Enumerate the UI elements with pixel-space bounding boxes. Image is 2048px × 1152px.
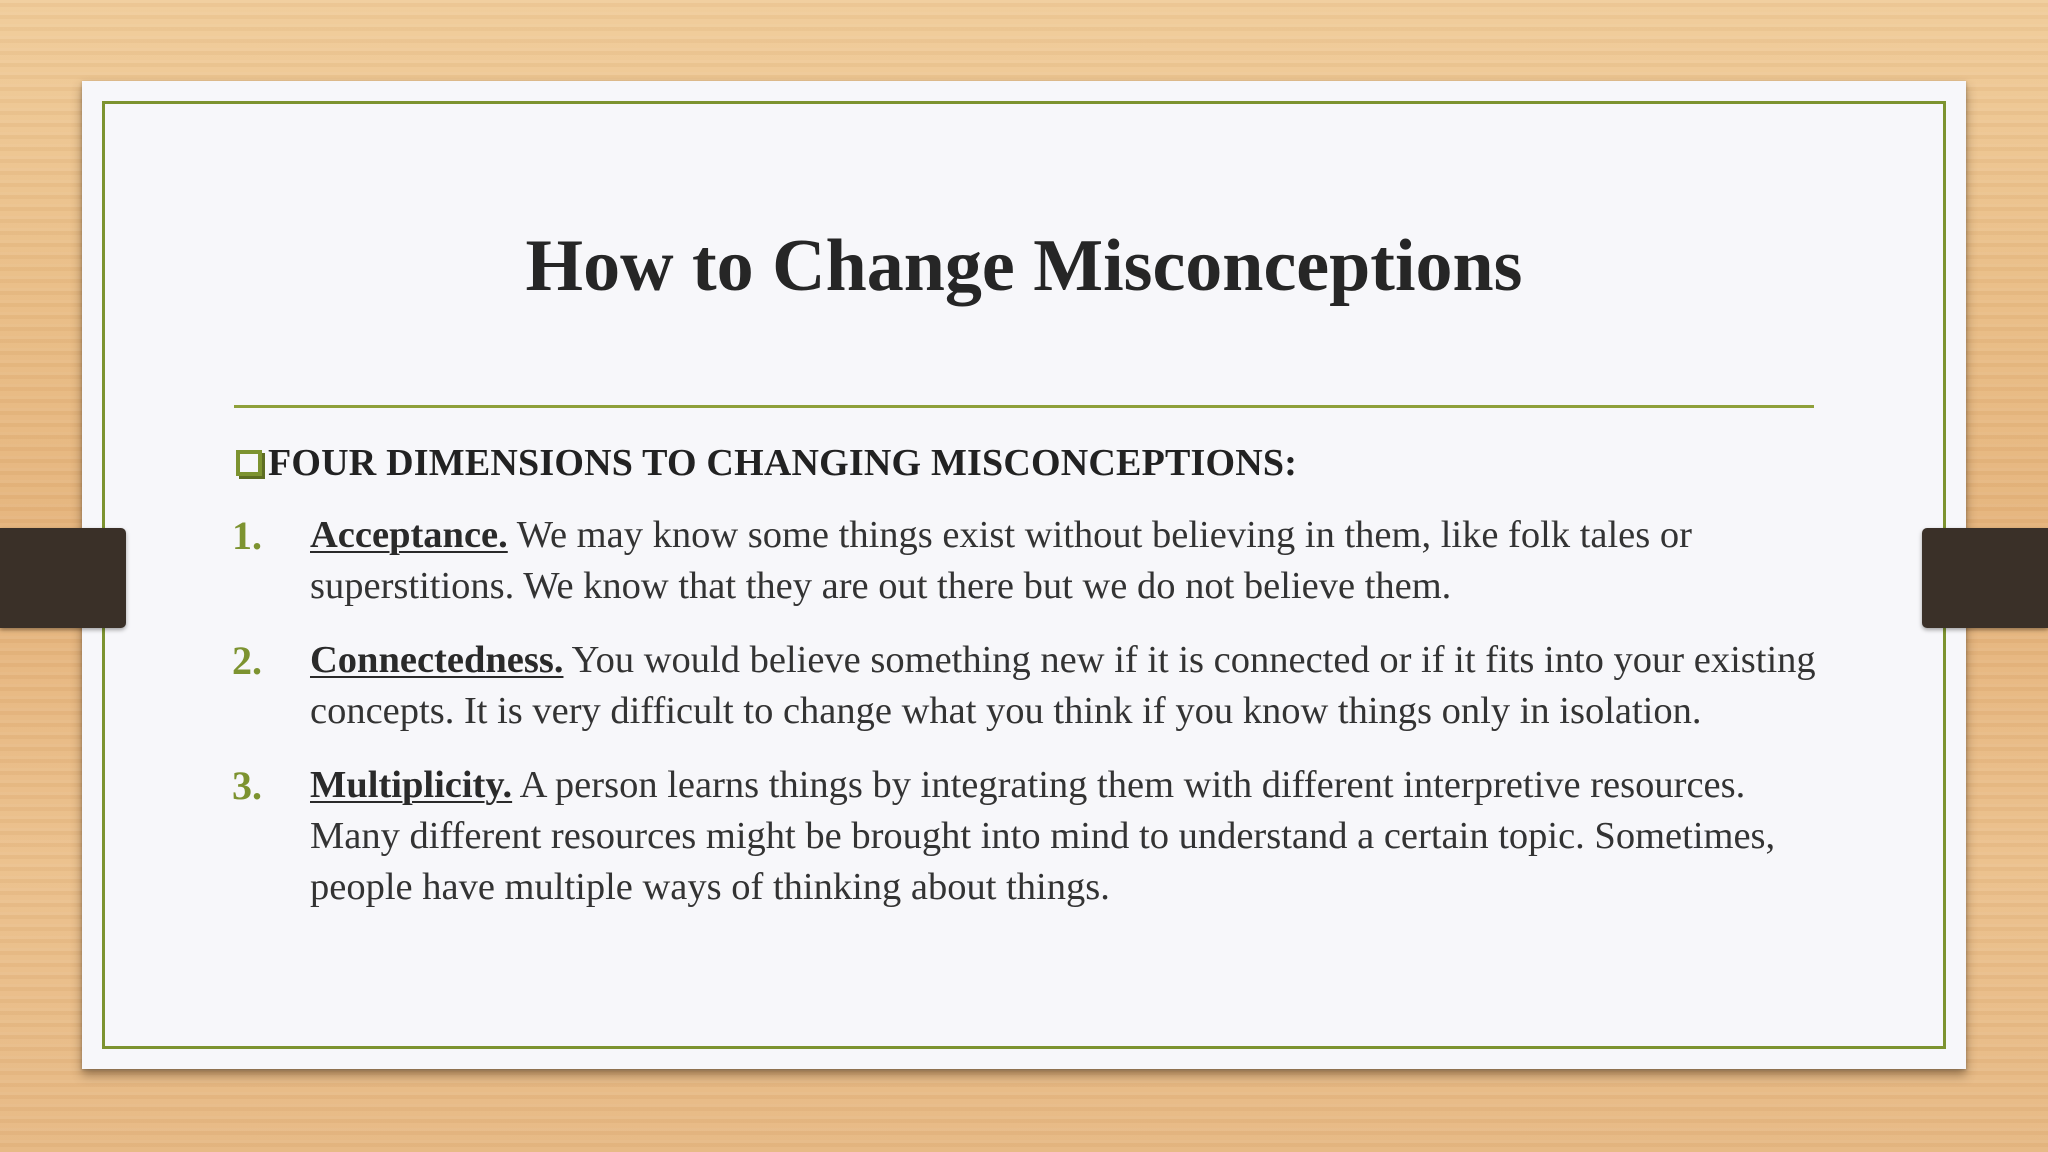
list-item [232, 635, 1822, 737]
list-item-text [310, 635, 1822, 737]
slide-title: How to Change Misconceptions [525, 225, 1523, 307]
list-item-term: Connectedness. [310, 639, 564, 681]
section-heading-text: FOUR DIMENSIONS TO CHANGING MISCONCEPTIONS: [268, 442, 1298, 484]
list-item-text [310, 760, 1822, 913]
left-binder-clip [0, 528, 126, 628]
list-item-description: We may know some things exist without believing in them, like folk tales or superstitions. We know that they are out there but we do not believe them. [310, 514, 1692, 607]
numbered-list [232, 510, 1822, 936]
square-checkbox-icon [236, 450, 262, 476]
list-item [232, 510, 1822, 612]
right-binder-clip [1922, 528, 2048, 628]
list-item [232, 760, 1822, 913]
list-item-term: Multiplicity. [310, 764, 513, 806]
list-item-number: 3. [232, 763, 262, 808]
section-heading [236, 437, 1297, 489]
list-item-number: 1. [232, 513, 262, 558]
list-item-description: A person learns things by integrating them with different interpretive resources. Many different resources might be brought into mind to understand a certain topic. Sometimes, people have multiple ways of thinking about things. [310, 764, 1776, 908]
title-divider [234, 405, 1814, 408]
list-item-number: 2. [232, 638, 262, 683]
list-item-term: Acceptance. [310, 514, 508, 556]
list-item-text [310, 510, 1822, 612]
list-item-description: You would believe something new if it is connected or if it fits into your existing concepts. It is very difficult to change what you think if you know things only in isolation. [310, 639, 1816, 732]
